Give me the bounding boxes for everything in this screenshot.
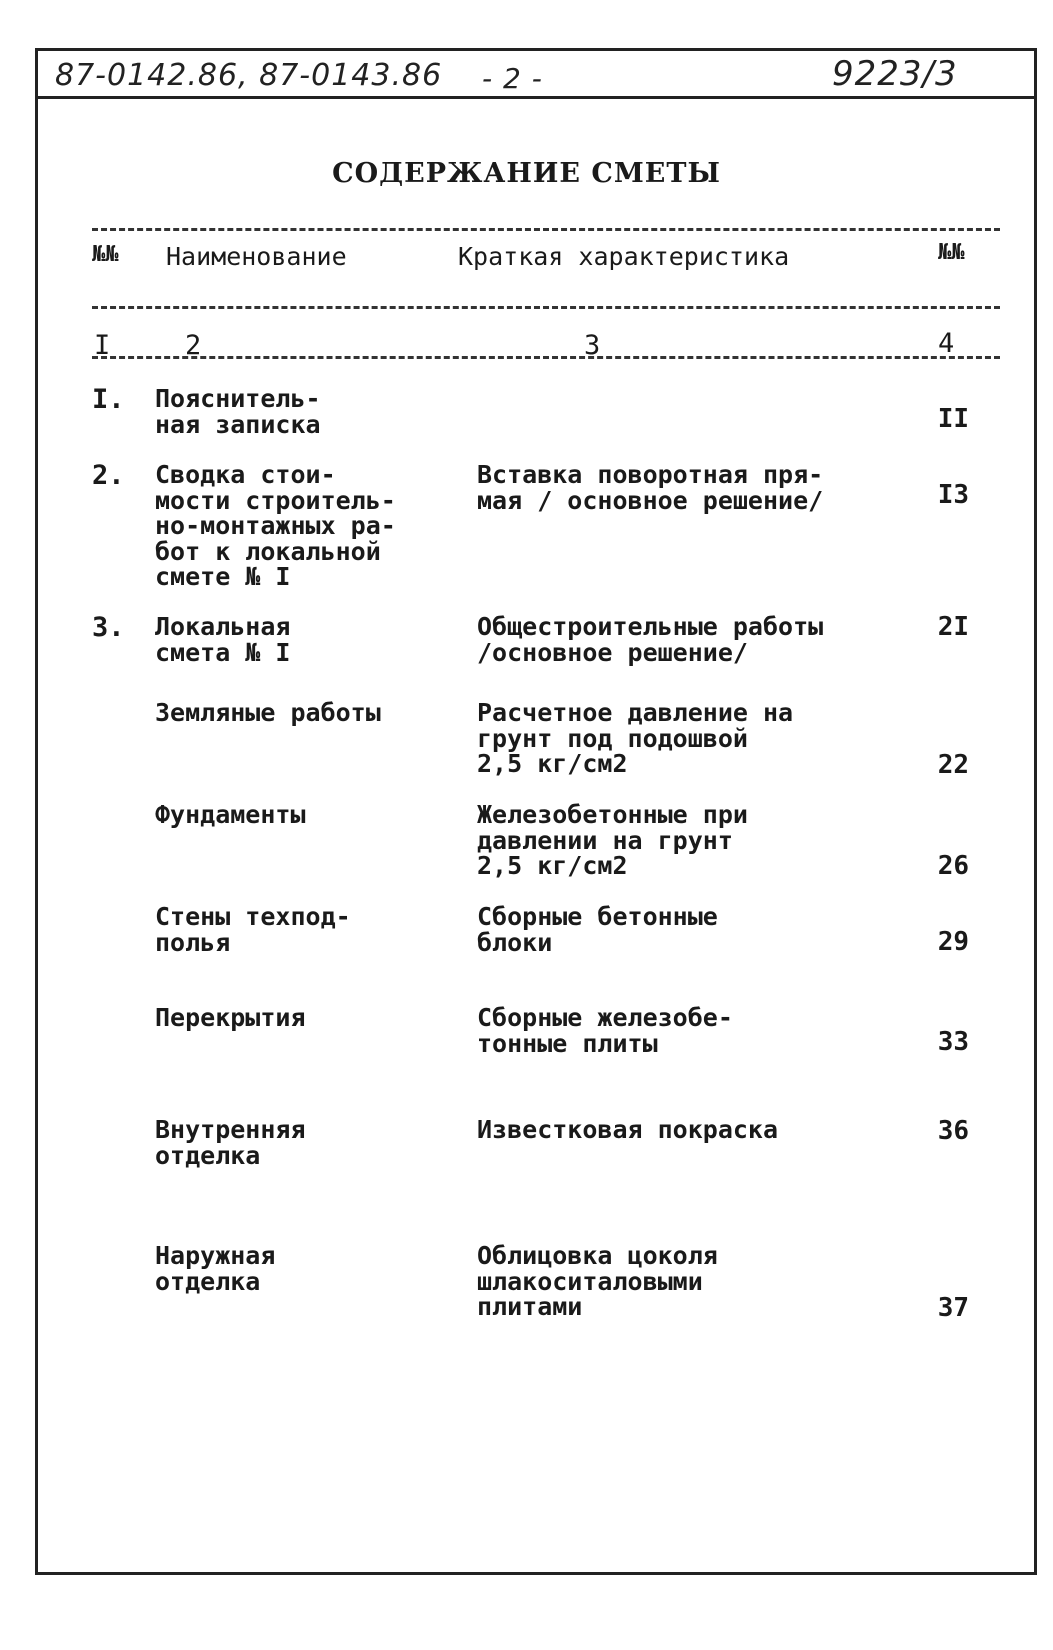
row-description: Расчетное давление на грунт под подошвой 2,5 кг/см2 — [477, 698, 794, 778]
row-description: Сборные бетонные блоки — [477, 902, 718, 957]
column-header-desc: Краткая характеристика — [458, 242, 790, 271]
row-page: 36 — [937, 1116, 969, 1146]
sheet-number: 9223/3 — [832, 54, 958, 94]
document-code: 87-0142.86, 87-0143.86 — [55, 58, 443, 93]
row-page: 29 — [937, 927, 969, 957]
column-header-num: №№ — [92, 242, 119, 267]
row-page: 26 — [937, 851, 969, 881]
column-number-1: I — [94, 330, 111, 361]
column-number-3: 3 — [584, 330, 601, 361]
row-name: Фундаменты — [155, 800, 306, 829]
column-header-page: №№ — [938, 240, 965, 265]
row-description: Сборные железобе- тонные плиты — [477, 1003, 733, 1058]
row-description: Железобетонные при давлении на грунт 2,5 кг/см2 — [477, 800, 748, 880]
row-page: I3 — [937, 480, 969, 510]
row-name: Локальная смета № I — [155, 612, 291, 667]
row-description: Облицовка цоколя шлакоситаловыми плитами — [477, 1241, 718, 1321]
page-title: СОДЕРЖАНИЕ СМЕТЫ — [332, 158, 721, 189]
column-number-2: 2 — [185, 330, 202, 361]
row-name: Сводка стои- мости строитель- но-монтажных ра- бот к локальной смете № I — [155, 460, 396, 591]
row-name: Пояснитель- ная записка — [155, 384, 321, 439]
row-name: Земляные работы — [155, 698, 381, 727]
row-page: 2I — [937, 612, 969, 642]
row-name: Стены техпод- полья — [155, 902, 351, 957]
row-description: Вставка поворотная пря- мая / основное решение/ — [477, 460, 824, 515]
divider — [92, 356, 1000, 359]
row-name: Наружная отделка — [155, 1241, 276, 1296]
column-number-4: 4 — [938, 328, 955, 359]
divider — [92, 306, 1000, 309]
divider — [92, 228, 1000, 231]
row-page: 37 — [937, 1293, 969, 1323]
row-description: Известковая покраска — [477, 1115, 779, 1144]
row-page: II — [937, 404, 969, 434]
row-page: 22 — [937, 750, 969, 780]
row-name: Перекрытия — [155, 1003, 306, 1032]
row-name: Внутренняя отделка — [155, 1115, 306, 1170]
header-divider — [35, 96, 1037, 99]
row-number: 3. — [92, 612, 125, 643]
row-number: I. — [92, 384, 125, 415]
column-header-name: Наименование — [166, 242, 347, 271]
row-number: 2. — [92, 460, 125, 491]
row-page: 33 — [937, 1027, 969, 1057]
page-number: - 2 - — [482, 62, 543, 95]
row-description: Общестроительные работы /основное решение/ — [477, 612, 824, 667]
